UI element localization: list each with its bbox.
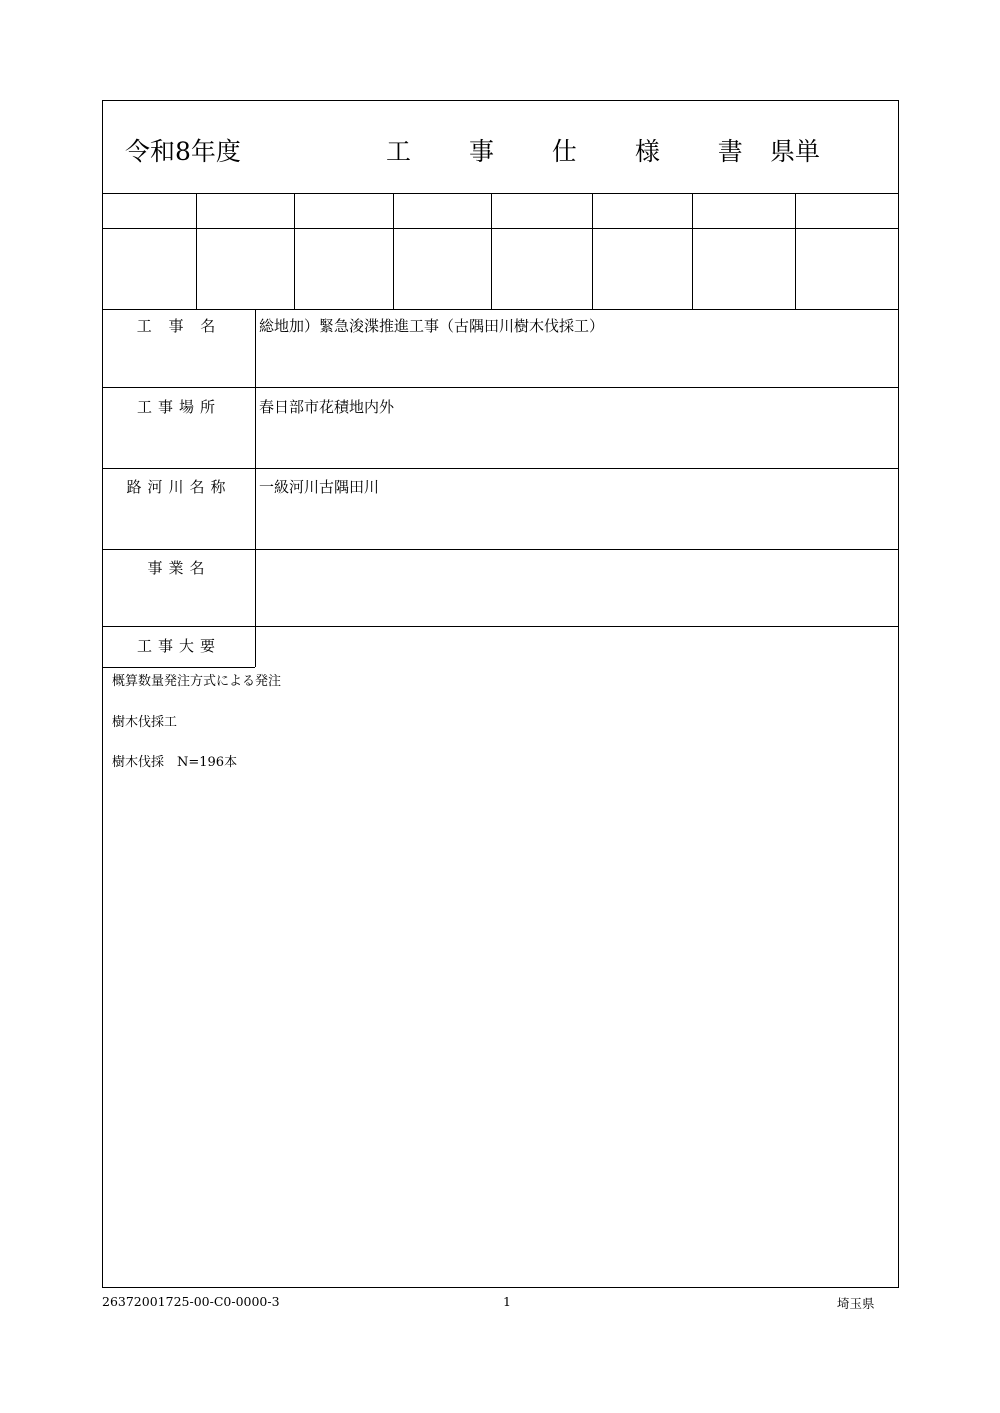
construction-site-value: 春日部市花積地内外 bbox=[259, 398, 395, 416]
project-name-label: 事業名 bbox=[147, 559, 211, 577]
name-row-bottom bbox=[102, 387, 899, 388]
river-name-label: 路河川名称 bbox=[126, 478, 232, 496]
construction-name-value: 総地加）緊急浚渫推進工事（古隅田川樹木伐採工） bbox=[259, 317, 605, 335]
river-name-value: 一級河川古隅田川 bbox=[259, 478, 380, 496]
stamp-grid-col-4 bbox=[491, 193, 492, 309]
stamp-grid-col-6 bbox=[692, 193, 693, 309]
outline-line: 概算数量発注方式による発注 bbox=[112, 674, 282, 689]
stamp-grid-col-7 bbox=[795, 193, 796, 309]
outline-label: 工事大要 bbox=[136, 637, 221, 655]
outline-line: 樹木伐採 N=196本 bbox=[112, 755, 238, 770]
construction-site-label: 工事場所 bbox=[136, 398, 221, 416]
stamp-grid-col-5 bbox=[592, 193, 593, 309]
issuer-name: 埼玉県 bbox=[837, 1296, 875, 1311]
stamp-grid-bottom bbox=[102, 309, 899, 310]
budget-category: 県単 bbox=[770, 137, 821, 166]
header-divider bbox=[102, 193, 899, 194]
outline-line: 樹木伐採工 bbox=[112, 715, 178, 730]
fiscal-year: 令和8年度 bbox=[125, 137, 241, 166]
stamp-grid-col-1 bbox=[196, 193, 197, 309]
stamp-grid-col-3 bbox=[393, 193, 394, 309]
outline-label-bottom bbox=[102, 667, 255, 668]
page-number: 1 bbox=[503, 1294, 511, 1309]
label-column-divider bbox=[255, 309, 256, 667]
river-row-bottom bbox=[102, 549, 899, 550]
spec-sheet-frame bbox=[102, 100, 899, 1288]
stamp-row-divider bbox=[102, 228, 899, 229]
document-title: 工 事 仕 様 書 bbox=[386, 137, 768, 166]
stamp-grid-col-2 bbox=[294, 193, 295, 309]
site-row-bottom bbox=[102, 468, 899, 469]
document-number: 26372001725-00-C0-0000-3 bbox=[102, 1294, 280, 1309]
project-row-bottom bbox=[102, 626, 899, 627]
construction-name-label: 工 事 名 bbox=[136, 317, 222, 335]
